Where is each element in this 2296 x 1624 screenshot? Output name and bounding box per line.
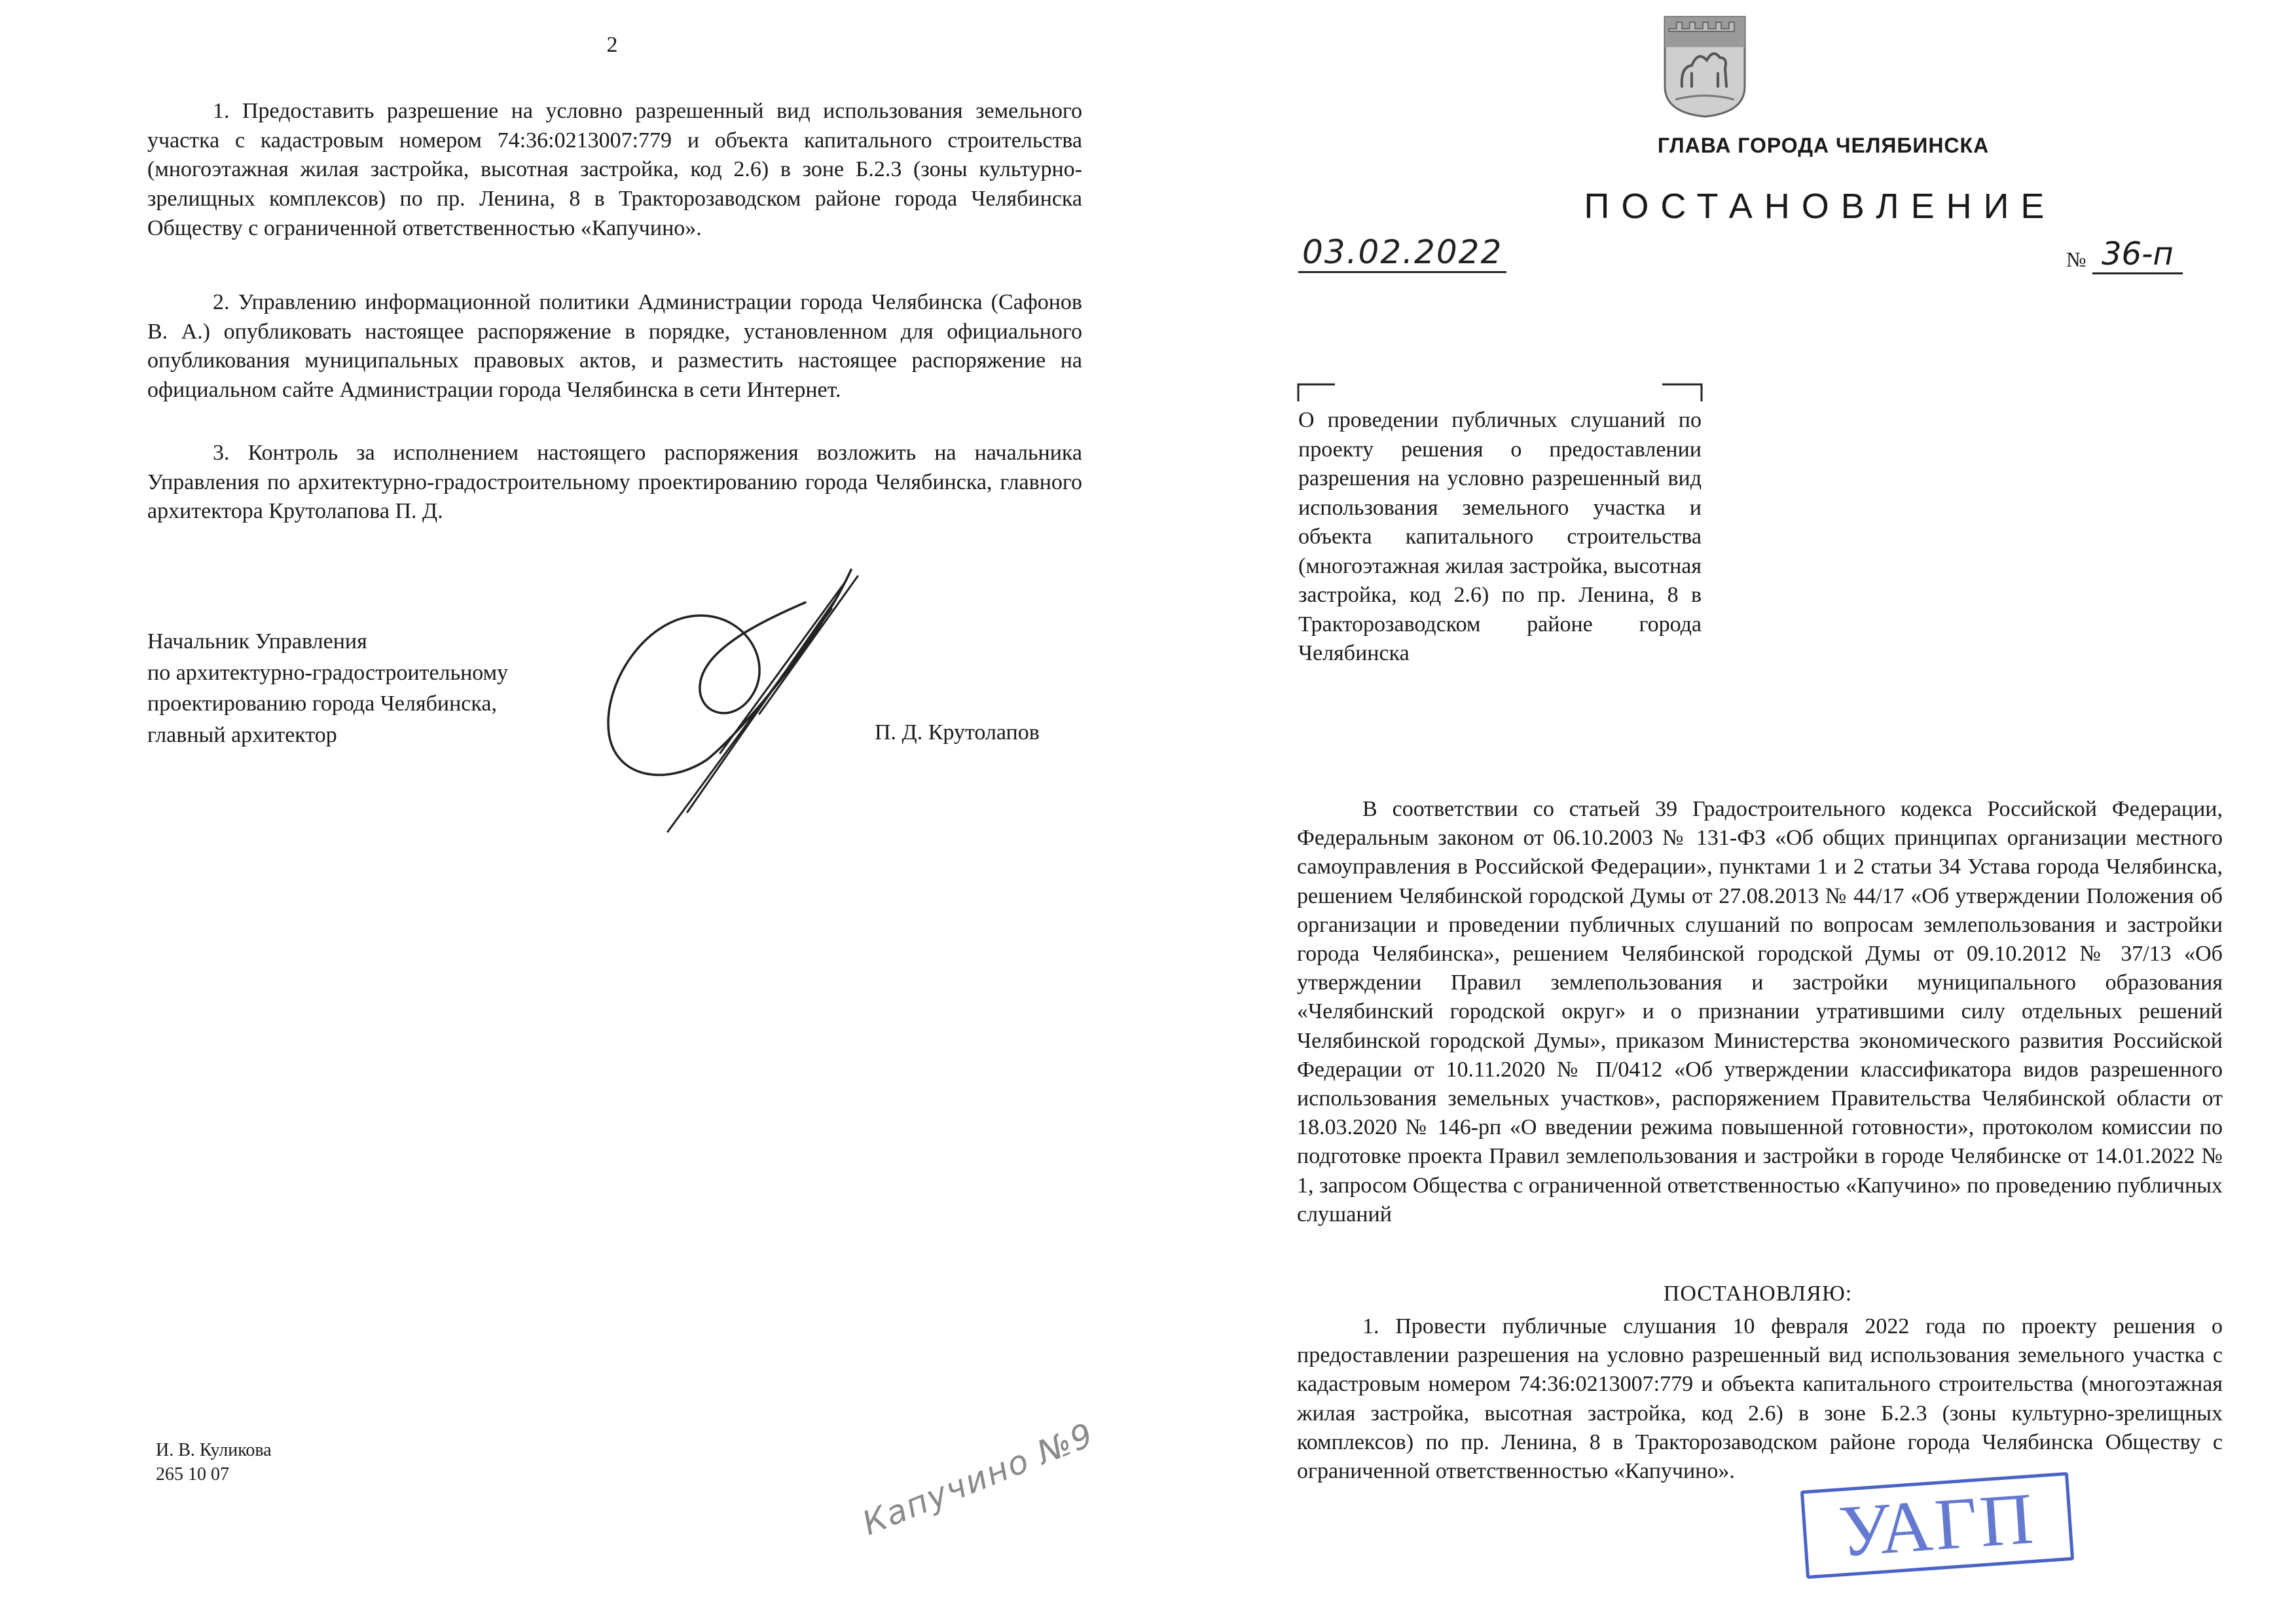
- bracket-right: [1661, 383, 1703, 403]
- document-date: 03.02.2022: [1298, 233, 1506, 273]
- signature: [589, 563, 877, 838]
- executor-phone: 265 10 07: [156, 1464, 229, 1485]
- signer-line-4: главный архитектор: [147, 722, 337, 747]
- executor-info: [156, 1438, 272, 1486]
- document-number: 36-п: [2092, 236, 2183, 274]
- paragraph-1: 1. Предоставить разрешение на условно разрешенный вид использования земельного участка с кадастровым номером 74:36:0213007:779 и объекта капитального строительства (многоэтажная жилая застройка, высотная застройка, код 2.6) в зоне Б.2.3 (зоны культурно-зрелищных комплексов) по пр. Ленина, 8 в Тракторозаводском районе города Челябинска Обществу с ограниченной ответственностью «Капучино».: [147, 99, 1082, 240]
- page-number: 2: [606, 33, 618, 57]
- document-type: ПОСТАНОВЛЕНИЕ: [1584, 187, 2056, 226]
- stamp-text: УАГП: [1836, 1477, 2039, 1573]
- decree-item-1: 1. Провести публичные слушания 10 февраля 2022 года по проекту решения о предоставлении разрешения на условно разрешенный вид использования земельного участка с кадастровым номером 74:36:0213007:779 и объекта капитального строительства (многоэтажная жилая застройка, высотная застройка, код 2.6) в зоне Б.2.3 (зоны культурно-зрелищных комплексов) по пр. Ленина, 8 в Тракторозаводском районе города Челябинска Обществу с ограниченной ответственностью «Капучино».: [1297, 1314, 2223, 1484]
- paragraph-2: 2. Управлению информационной политики Администрации города Челябинска (Сафонов В. А.) опубликовать настоящее распоряжение в порядке, установленном для официального опубликования муниципальных правовых актов, и разместить настоящее распоряжение на официальном сайте Администрации города Челябинска в сети Интернет.: [147, 290, 1082, 403]
- signer-name: П. Д. Крутолапов: [875, 720, 1040, 745]
- handwritten-note: Капучино №9: [857, 1415, 1099, 1543]
- signer-line-3: проектированию города Челябинска,: [147, 692, 497, 716]
- paragraph-3: 3. Контроль за исполнением настоящего распоряжения возложить на начальника Управления по архитектурно-градостроительному проектированию города Челябинска, главного архитектора Крутолапова П. Д.: [147, 441, 1082, 524]
- signer-line-1: Начальник Управления: [147, 629, 367, 654]
- document-number-label: №: [2066, 248, 2086, 271]
- decree-word: ПОСТАНОВЛЯЮ:: [1663, 1282, 1853, 1306]
- bracket-left: [1297, 383, 1336, 403]
- head-title: ГЛАВА ГОРОДА ЧЕЛЯБИНСКА: [1657, 134, 1990, 157]
- signer-line-2: по архитектурно-градостроительному: [147, 660, 509, 685]
- right-page: [1148, 0, 2296, 1624]
- preamble: В соответствии со статьей 39 Градостроительного кодекса Российской Федерации, Федеральным законом от 06.10.2003 № 131-ФЗ «Об общих принципах организации местного самоуправления в Российской Федерации», пунктами 1 и 2 статьи 34 Устава города Челябинска, решением Челябинской городской Думы от 27.08.2013 № 44/17 «Об утверждении Положения об организации и проведении публичных слушаний по вопросам землепользования и застройки города Челябинска», решением Челябинской городской Думы от 09.10.2012 № 37/13 «Об утверждении Правил землепользования и застройки муниципального образования «Челябинский городской округ» и о признании утратившими силу отдельных решений Челябинской городской Думы», приказом Министерства экономического развития Российской Федерации от 10.11.2020 № П/0412 «Об утверждении классификатора видов разрешенного использования земельных участков», распоряжением Правительства Челябинской области от 18.03.2020 № 146-рп «О введении режима повышенной готовности», протоколом комиссии по подготовке проекта Правил землепользования и застройки в городе Челябинске от 14.01.2022 № 1, запросом Общества с ограниченной ответственностью «Капучино» по проведению публичных слушаний: [1297, 797, 2223, 1227]
- coat-of-arms-icon: [1662, 14, 1747, 119]
- document-subject: О проведении публичных слушаний по проекту решения о предоставлении разрешения на условно разрешенный вид использования земельного участка и объекта капитального строительства (многоэтажная жилая застройка, высотная застройка, код 2.6) по пр. Ленина, 8 в Тракторозаводском районе города Челябинска: [1298, 408, 1702, 665]
- department-stamp: [1800, 1472, 2074, 1579]
- executor-name: И. В. Куликова: [156, 1440, 272, 1460]
- signer-position: [147, 626, 619, 750]
